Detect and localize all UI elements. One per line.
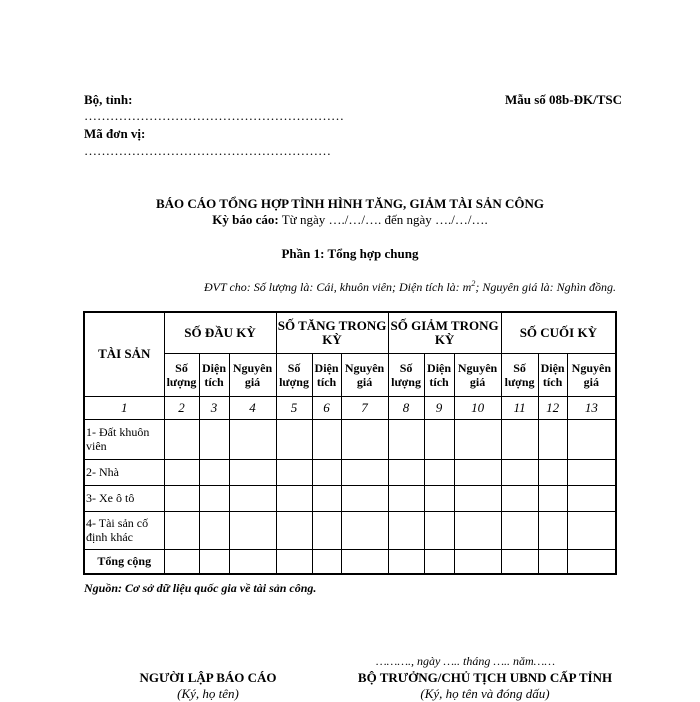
ministry-dots: ……………………………………………………: [84, 108, 344, 123]
report-period-label: Kỳ báo cáo:: [212, 212, 279, 227]
preparer-title: NGƯỜI LẬP BÁO CÁO: [139, 670, 277, 685]
unit-note-superscript: 2: [471, 279, 476, 288]
sub-header-area: Diện tích: [424, 353, 454, 396]
column-number: 10: [454, 396, 501, 419]
column-number: 8: [388, 396, 424, 419]
sub-header-cost: Nguyên giá: [229, 353, 276, 396]
column-number: 7: [341, 396, 388, 419]
approver-instruction: (Ký, họ tên và đóng dấu): [420, 686, 550, 701]
sub-header-area: Diện tích: [199, 353, 229, 396]
sub-header-area: Diện tích: [312, 353, 341, 396]
unit-code-dots: …………………………………………………: [84, 143, 331, 158]
column-number: 11: [501, 396, 538, 419]
summary-table: [83, 311, 617, 575]
table-row: [84, 419, 616, 459]
sub-header-quantity: Số lượng: [501, 353, 538, 396]
group-header-decrease: SỐ GIẢM TRONG KỲ: [388, 312, 501, 353]
asset-column-header: TÀI SẢN: [84, 312, 164, 396]
unit-note: [204, 279, 616, 295]
column-number: 5: [276, 396, 312, 419]
row-label-other-fixed-assets: 4- Tài sản cố định khác: [84, 511, 164, 549]
sub-header-row: [84, 353, 616, 396]
column-number: 1: [84, 396, 164, 419]
sub-header-cost: Nguyên giá: [341, 353, 388, 396]
unit-code-label: Mã đơn vị:: [84, 126, 146, 141]
sub-header-quantity: Số lượng: [276, 353, 312, 396]
table-row: [84, 459, 616, 485]
column-number: 4: [229, 396, 276, 419]
form-number: Mẫu số 08b-ĐK/TSC: [504, 92, 622, 107]
sub-header-area: Diện tích: [538, 353, 567, 396]
unit-note-text: ĐVT cho: Số lượng là: Cái, khuôn viên; Diện tích là: m: [203, 280, 472, 294]
column-number: 12: [538, 396, 567, 419]
row-label-car: 3- Xe ô tô: [84, 485, 164, 511]
table-row: [84, 511, 616, 549]
row-label-land: 1- Đất khuôn viên: [84, 419, 164, 459]
column-number: 9: [424, 396, 454, 419]
sub-header-quantity: Số lượng: [164, 353, 199, 396]
column-number: 2: [164, 396, 199, 419]
source-note: Nguồn: Cơ sở dữ liệu quốc gia về tài sản công.: [84, 581, 317, 595]
date-line: ………., ngày ….. tháng ….. năm……: [376, 654, 556, 668]
group-header-opening: SỐ ĐẦU KỲ: [164, 312, 276, 353]
report-period: [0, 212, 700, 228]
total-label: Tổng cộng: [84, 549, 164, 574]
row-label-house: 2- Nhà: [84, 459, 164, 485]
part-heading: Phần 1: Tổng hợp chung: [281, 246, 419, 261]
column-number: 6: [312, 396, 341, 419]
approver-title: BỘ TRƯỞNG/CHỦ TỊCH UBND CẤP TỈNH: [357, 670, 613, 685]
report-title: BÁO CÁO TỔNG HỢP TÌNH HÌNH TĂNG, GIẢM TÀI SẢN CÔNG: [155, 196, 544, 211]
sub-header-cost: Nguyên giá: [567, 353, 616, 396]
sub-header-quantity: Số lượng: [388, 353, 424, 396]
ministry-label: Bộ, tỉnh:: [84, 92, 133, 107]
group-header-closing: SỐ CUỐI KỲ: [501, 312, 616, 353]
group-header-increase: SỐ TĂNG TRONG KỲ: [276, 312, 388, 353]
preparer-instruction: (Ký, họ tên): [177, 686, 239, 701]
column-number: 13: [567, 396, 616, 419]
report-period-text: Từ ngày …./…/…. đến ngày …./…/….: [281, 212, 488, 227]
sub-header-cost: Nguyên giá: [454, 353, 501, 396]
column-number: 3: [199, 396, 229, 419]
unit-note-text-end: ; Nguyên giá là: Nghìn đồng.: [475, 280, 616, 294]
table-row: [84, 485, 616, 511]
group-header-row: [84, 312, 616, 353]
column-number-row: [84, 396, 616, 419]
total-row: [84, 549, 616, 574]
